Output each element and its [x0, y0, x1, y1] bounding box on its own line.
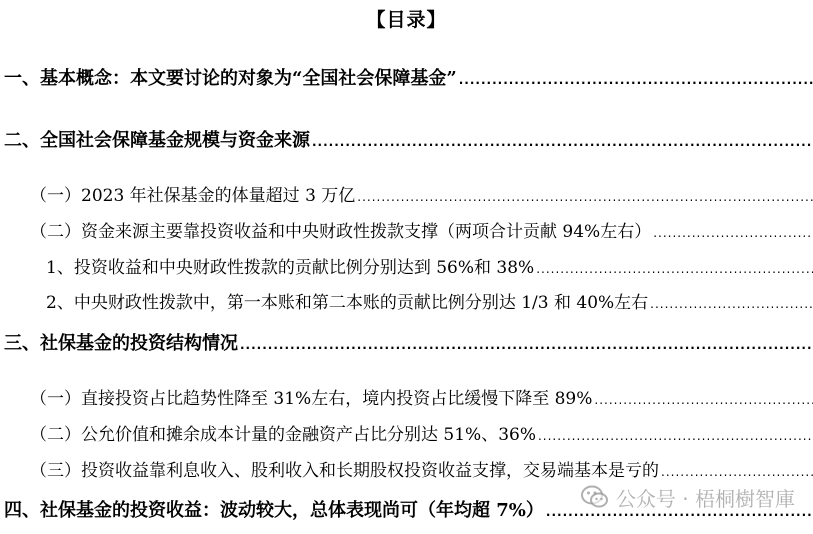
toc-entry-text: 1、投资收益和中央财政性拨款的贡献比例分别达到 56%和 38%: [46, 258, 535, 278]
toc-entry-section-2-2[interactable]: [30, 217, 813, 242]
toc-entry-text: （二）资金来源主要靠投资收益和中央财政性拨款支撑（两项合计贡献 94%左右）: [30, 222, 652, 242]
toc-entry-section-3[interactable]: [4, 329, 813, 355]
toc-leader-dots: [536, 263, 813, 275]
toc-leader-dots: [594, 394, 813, 406]
toc-entry-text: （二）公允价值和摊余成本计量的金融资产占比分别达 51%、36%: [30, 425, 536, 445]
toc-leader-dots: [459, 74, 813, 86]
toc-leader-dots: [661, 466, 813, 478]
toc-leader-dots: [650, 298, 813, 310]
toc-entry-text: 四、社保基金的投资收益：波动较大，总体表现尚可（年均超 7%）: [4, 500, 544, 521]
toc-entry-text: 三、社保基金的投资结构情况: [4, 333, 238, 354]
toc-entry-section-1[interactable]: [4, 64, 813, 90]
toc-leader-dots: [653, 227, 813, 239]
toc-entry-section-3-1[interactable]: [30, 384, 813, 409]
toc-entry-section-2-2-1[interactable]: [46, 253, 813, 278]
toc-entry-text: （三）投资收益靠利息收入、股利收入和长期股权投资收益支撑，交易端基本是亏的: [30, 461, 659, 481]
toc-entry-text: 2、中央财政性拨款中，第一本账和第二本账的贡献比例分别达 1/3 和 40%左右: [46, 293, 649, 313]
toc-leader-dots: [357, 191, 813, 203]
toc-entry-section-3-2[interactable]: [30, 420, 813, 445]
toc-title: 【目录】: [366, 9, 447, 31]
toc-leader-dots: [312, 136, 813, 148]
toc-entry-section-2-2-2[interactable]: [46, 288, 813, 313]
toc-leader-dots: [546, 506, 813, 518]
toc-entry-text: （一）直接投资占比趋势性降至 31%左右，境内投资占比缓慢下降至 89%: [30, 389, 593, 409]
toc-entry-section-2[interactable]: [4, 126, 813, 152]
toc-entry-section-4[interactable]: [4, 496, 813, 522]
toc-leader-dots: [240, 339, 813, 351]
toc-entry-section-2-1[interactable]: [30, 181, 813, 206]
toc-entry-text: 二、全国社会保障基金规模与资金来源: [4, 130, 310, 151]
watermark-label: 公众号 · 梧桐樹智庫: [615, 486, 795, 511]
toc-entry-section-3-3[interactable]: [30, 456, 813, 481]
toc-leader-dots: [538, 430, 813, 442]
toc-entry-text: 一、基本概念：本文要讨论的对象为“全国社会保障基金”: [4, 68, 457, 89]
toc-entry-text: （一）2023 年社保基金的体量超过 3 万亿: [30, 186, 356, 206]
